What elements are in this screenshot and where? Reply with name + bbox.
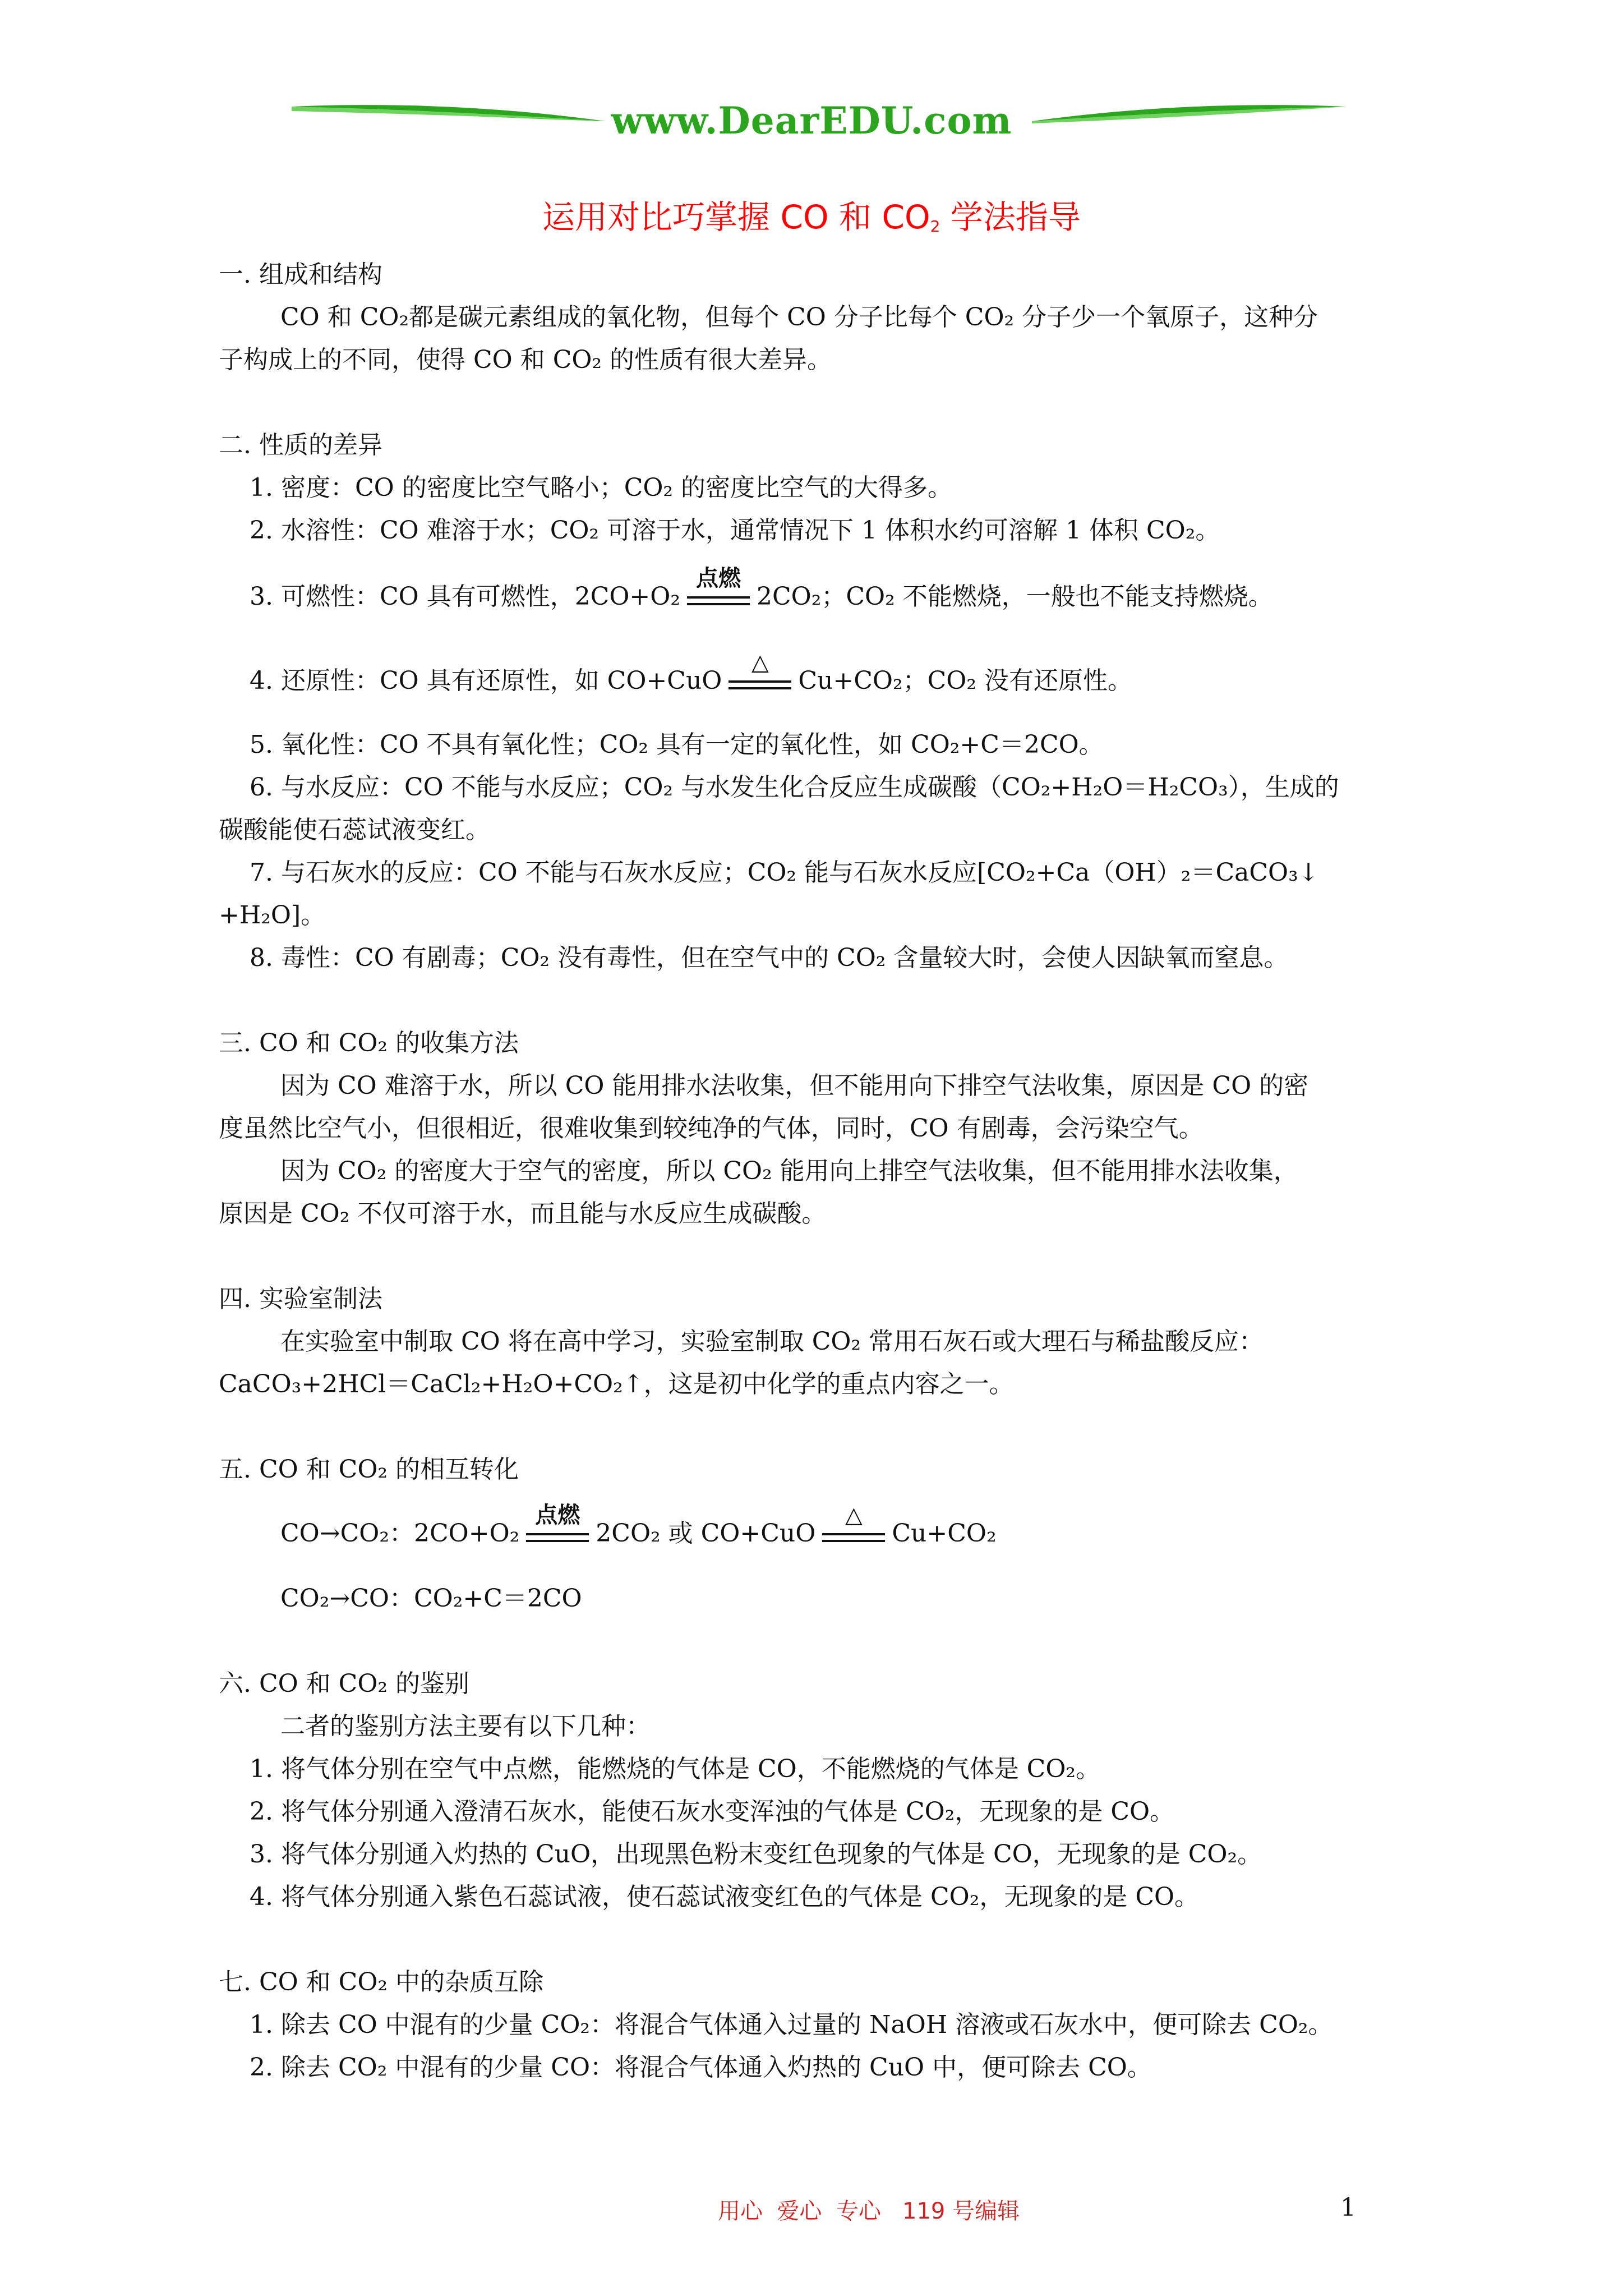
title-part: 学法指导 — [940, 198, 1081, 236]
condition-label: △ — [751, 649, 769, 675]
equation-text: 2CO₂ 或 CO+CuO — [596, 1519, 816, 1548]
list-item — [250, 565, 1450, 614]
equation-text: Cu+CO₂ — [892, 1519, 997, 1548]
section-heading: 四. 实验室制法 — [219, 1285, 382, 1313]
equation-text: 3. 可燃性：CO 具有可燃性，2CO+O₂ — [250, 582, 681, 611]
list-item: 7. 与石灰水的反应：CO 不能与石灰水反应；CO₂ 能与石灰水反应[CO₂+Ca（OH）₂＝CaCO₃↓ — [250, 858, 1319, 887]
section-heading: 三. CO 和 CO₂ 的收集方法 — [219, 1029, 519, 1057]
paragraph-line: 二者的鉴别方法主要有以下几种： — [280, 1712, 651, 1741]
equation-text: 2CO₂；CO₂ 不能燃烧，一般也不能支持燃烧。 — [757, 582, 1273, 611]
title-subscript: 2 — [930, 217, 940, 236]
equation-text: CO→CO₂：2CO+O₂ — [280, 1519, 520, 1548]
reaction-condition — [820, 1502, 887, 1551]
condition-label: △ — [845, 1502, 863, 1528]
conversion-line: CO₂→CO：CO₂+C＝2CO — [280, 1584, 582, 1613]
condition-label: 点燃 — [535, 1502, 580, 1528]
condition-label: 点燃 — [696, 565, 741, 591]
list-item: 1. 密度：CO 的密度比空气略小；CO₂ 的密度比空气的大得多。 — [250, 473, 953, 502]
list-item: 3. 将气体分别通入灼热的 CuO，出现黑色粉末变红色现象的气体是 CO，无现象的是 CO₂。 — [250, 1840, 1262, 1869]
reaction-condition — [524, 1502, 591, 1551]
paragraph-line: 因为 CO 难溶于水，所以 CO 能用排水法收集，但不能用向下排空气法收集，原因是 CO 的密 — [280, 1071, 1309, 1100]
title-part: 运用对比巧掌握 CO 和 CO — [542, 198, 930, 236]
list-item: 5. 氧化性：CO 不具有氧化性；CO₂ 具有一定的氧化性，如 CO₂+C＝2CO。 — [250, 730, 1104, 759]
list-item: 2. 将气体分别通入澄清石灰水，能使石灰水变浑浊的气体是 CO₂，无现象的是 CO。 — [250, 1797, 1175, 1826]
list-item: 2. 水溶性：CO 难溶于水；CO₂ 可溶于水，通常情况下 1 体积水约可溶解 1 体积 CO₂。 — [250, 516, 1220, 545]
list-item: 8. 毒性：CO 有剧毒；CO₂ 没有毒性，但在空气中的 CO₂ 含量较大时，会使人因缺氧而窒息。 — [250, 944, 1289, 972]
page-number: 1 — [1340, 2193, 1356, 2222]
list-item: 1. 除去 CO 中混有的少量 CO₂：将混合气体通入过量的 NaOH 溶液或石灰水中，便可除去 CO₂。 — [250, 2010, 1333, 2039]
list-item — [250, 649, 1450, 698]
paragraph-line: 因为 CO₂ 的密度大于空气的密度，所以 CO₂ 能用向上排空气法收集，但不能用排水法收集， — [280, 1157, 1298, 1185]
paragraph-line: 在实验室中制取 CO 将在高中学习，实验室制取 CO₂ 常用石灰石或大理石与稀盐酸反应： — [280, 1327, 1264, 1356]
reaction-condition — [726, 649, 794, 698]
section-heading: 一. 组成和结构 — [219, 260, 382, 289]
site-name: www.DearEDU.com — [611, 99, 1012, 142]
section-heading: 五. CO 和 CO₂ 的相互转化 — [219, 1455, 519, 1484]
list-item: 6. 与水反应：CO 不能与水反应；CO₂ 与水发生化合反应生成碳酸（CO₂+H₂O＝H₂CO₃），生成的 — [250, 773, 1339, 802]
section-heading: 六. CO 和 CO₂ 的鉴别 — [219, 1669, 470, 1698]
paragraph-line: 原因是 CO₂ 不仅可溶于水，而且能与水反应生成碳酸。 — [219, 1199, 827, 1228]
equation-text: 4. 还原性：CO 具有还原性，如 CO+CuO — [250, 666, 722, 695]
page-title — [0, 191, 1623, 238]
list-item: 2. 除去 CO₂ 中混有的少量 CO：将混合气体通入灼热的 CuO 中，便可除去 CO。 — [250, 2053, 1152, 2082]
conversion-line — [280, 1502, 1481, 1551]
list-item: 1. 将气体分别在空气中点燃，能燃烧的气体是 CO，不能燃烧的气体是 CO₂。 — [250, 1755, 1101, 1783]
list-item-continued: +H₂O]。 — [219, 901, 326, 930]
paragraph-line: 度虽然比空气小，但很相近，很难收集到较纯净的气体，同时，CO 有剧毒，会污染空气。 — [219, 1114, 1204, 1143]
paragraph-line: CO 和 CO₂都是碳元素组成的氧化物，但每个 CO 分子比每个 CO₂ 分子少一个氧原子，这种分 — [280, 303, 1318, 332]
section-heading: 七. CO 和 CO₂ 中的杂质互除 — [219, 1968, 544, 1996]
section-heading: 二. 性质的差异 — [219, 431, 382, 459]
equation-text: Cu+CO₂；CO₂ 没有还原性。 — [798, 666, 1132, 695]
list-item: 4. 将气体分别通入紫色石蕊试液，使石蕊试液变红色的气体是 CO₂，无现象的是 CO。 — [250, 1883, 1200, 1911]
reaction-condition — [685, 565, 752, 614]
footer-text: 用心 爱心 专心 119 号编辑 — [718, 2198, 1020, 2224]
paragraph-line: 子构成上的不同，使得 CO 和 CO₂ 的性质有很大差异。 — [219, 346, 832, 374]
list-item-continued: 碳酸能使石蕊试液变红。 — [219, 816, 490, 844]
paragraph-line: CaCO₃+2HCl＝CaCl₂+H₂O+CO₂↑，这是初中化学的重点内容之一。 — [219, 1370, 1014, 1398]
